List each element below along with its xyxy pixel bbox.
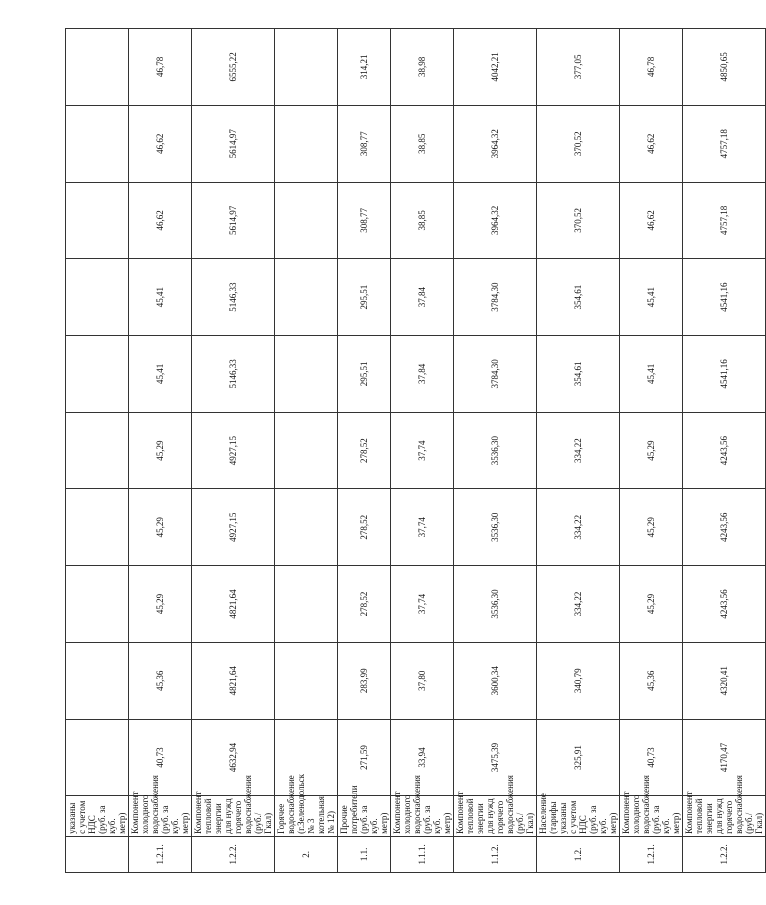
tariff-value: 46,78 [129, 29, 192, 106]
tariff-value: 4243,56 [683, 489, 766, 566]
tariff-value: 38,85 [391, 182, 454, 259]
tariff-value: 4320,41 [683, 642, 766, 719]
tariff-value [66, 105, 129, 182]
tariff-value: 340,79 [537, 642, 620, 719]
tariff-value [275, 182, 338, 259]
tariff-value: 46,78 [620, 29, 683, 106]
tariff-value: 45,29 [620, 489, 683, 566]
tariff-value [275, 489, 338, 566]
row-description: Компонент тепловой энергии для нужд горячего водоснабжения (руб./Гкал) [192, 796, 275, 837]
tariff-value: 334,22 [537, 566, 620, 643]
row-description: Население (тарифы указаны с учетом НДС (руб. за куб. метр) [537, 796, 620, 837]
row-number: 1.2.1. [620, 836, 683, 872]
tariff-value: 37,84 [391, 259, 454, 336]
tariff-value: 6555,22 [192, 29, 275, 106]
tariff-value: 3536,30 [454, 412, 537, 489]
tariff-value [275, 105, 338, 182]
row-description: Компонент холодного водоснабжения (руб. за куб. метр) [129, 796, 192, 837]
row-description: Компонент тепловой энергии для нужд горячего водоснабжения (руб./Гкал) [683, 796, 766, 837]
tariff-value: 3536,30 [454, 566, 537, 643]
table-row [129, 29, 192, 873]
table-row [683, 29, 766, 873]
tariff-value: 295,51 [338, 259, 391, 336]
table-row [620, 29, 683, 873]
tariff-value: 370,52 [537, 105, 620, 182]
tariff-value: 377,05 [537, 29, 620, 106]
table-row [391, 29, 454, 873]
row-description: Компонент холодного водоснабжения (руб. за куб. метр) [391, 796, 454, 837]
tariff-value: 308,77 [338, 105, 391, 182]
tariff-value: 295,51 [338, 335, 391, 412]
tariff-value: 3600,34 [454, 642, 537, 719]
table-row [192, 29, 275, 873]
tariff-value: 5614,97 [192, 105, 275, 182]
tariff-value [275, 642, 338, 719]
tariff-value [66, 642, 129, 719]
table-row [338, 29, 391, 873]
tariff-value: 46,62 [129, 182, 192, 259]
tariff-value: 4541,16 [683, 259, 766, 336]
tariff-value: 4927,15 [192, 489, 275, 566]
row-number: 1.2.2. [683, 836, 766, 872]
tariff-value: 45,29 [620, 412, 683, 489]
tariff-value: 278,52 [338, 566, 391, 643]
tariff-value: 45,41 [620, 259, 683, 336]
tariff-value: 4042,21 [454, 29, 537, 106]
tariff-value: 46,62 [620, 182, 683, 259]
tariff-value [275, 29, 338, 106]
tariff-value: 37,74 [391, 489, 454, 566]
tariff-value [66, 182, 129, 259]
tariff-value: 45,29 [129, 489, 192, 566]
tariff-value: 4821,64 [192, 566, 275, 643]
tariff-value [275, 719, 338, 796]
tariff-value [66, 489, 129, 566]
tariff-value: 45,41 [129, 335, 192, 412]
tariff-value: 3964,32 [454, 105, 537, 182]
rotated-table-page [65, 28, 764, 873]
tariff-value: 334,22 [537, 412, 620, 489]
tariff-value: 33,94 [391, 719, 454, 796]
tariff-value: 37,74 [391, 412, 454, 489]
table-row [275, 29, 338, 873]
tariff-value: 3536,30 [454, 489, 537, 566]
row-description: Компонент тепловой энергии для нужд горячего водоснабжения (руб./Гкал) [454, 796, 537, 837]
tariff-value: 45,36 [129, 642, 192, 719]
tariff-value [66, 719, 129, 796]
tariff-value: 37,80 [391, 642, 454, 719]
tariff-value [275, 412, 338, 489]
tariff-value [66, 412, 129, 489]
tariff-value [275, 259, 338, 336]
tariff-value: 314,21 [338, 29, 391, 106]
tariff-value [66, 29, 129, 106]
tariff-value: 271,59 [338, 719, 391, 796]
tariff-value: 40,73 [129, 719, 192, 796]
tariff-value: 308,77 [338, 182, 391, 259]
tariff-value: 4541,16 [683, 335, 766, 412]
tariff-value: 4821,64 [192, 642, 275, 719]
row-description: Компонент холодного водоснабжения (руб. за куб. метр) [620, 796, 683, 837]
tariff-value: 45,29 [129, 566, 192, 643]
tariff-value [275, 335, 338, 412]
tariff-value: 370,52 [537, 182, 620, 259]
tariff-value: 45,36 [620, 642, 683, 719]
row-number: 1.2.1. [129, 836, 192, 872]
tariff-value: 46,62 [129, 105, 192, 182]
tariff-value: 4170,47 [683, 719, 766, 796]
tariff-value: 4757,18 [683, 182, 766, 259]
tariff-value: 38,85 [391, 105, 454, 182]
tariff-value: 3475,39 [454, 719, 537, 796]
tariff-value: 354,61 [537, 259, 620, 336]
table-row [66, 29, 129, 873]
tariff-value: 3784,30 [454, 259, 537, 336]
tariff-value: 5614,97 [192, 182, 275, 259]
table-row [454, 29, 537, 873]
tariff-value [275, 566, 338, 643]
row-number: 1.2.2. [192, 836, 275, 872]
row-number: 1.2. [537, 836, 620, 872]
tariff-value [66, 259, 129, 336]
tariff-value: 45,41 [129, 259, 192, 336]
tariff-value: 325,91 [537, 719, 620, 796]
tariff-value [66, 566, 129, 643]
row-number: 1.1.1. [391, 836, 454, 872]
tariff-value: 5146,33 [192, 335, 275, 412]
tariff-value: 37,74 [391, 566, 454, 643]
tariff-value: 45,29 [129, 412, 192, 489]
row-number [66, 836, 129, 872]
row-number: 1.1. [338, 836, 391, 872]
tariff-value: 354,61 [537, 335, 620, 412]
tariff-value: 4632,94 [192, 719, 275, 796]
tariff-value: 46,62 [620, 105, 683, 182]
tariff-value: 38,98 [391, 29, 454, 106]
tariff-table [65, 28, 766, 873]
tariff-value: 3964,32 [454, 182, 537, 259]
tariff-value: 4927,15 [192, 412, 275, 489]
tariff-value [66, 335, 129, 412]
row-number: 1.1.2. [454, 836, 537, 872]
tariff-value: 45,29 [620, 566, 683, 643]
tariff-value: 4757,18 [683, 105, 766, 182]
row-description: Горячее водоснабжение (г.Зеленодольск № 3 котельная № 12) [275, 796, 338, 837]
row-description: указаны с учетом НДС (руб. за куб. метр) [66, 796, 129, 837]
tariff-value: 334,22 [537, 489, 620, 566]
tariff-value: 4850,65 [683, 29, 766, 106]
tariff-value: 37,84 [391, 335, 454, 412]
tariff-value: 5146,33 [192, 259, 275, 336]
row-description: Прочие потребители (руб. за куб. метр) [338, 796, 391, 837]
tariff-value: 283,99 [338, 642, 391, 719]
tariff-value: 278,52 [338, 412, 391, 489]
tariff-value: 45,41 [620, 335, 683, 412]
tariff-value: 278,52 [338, 489, 391, 566]
table-row [537, 29, 620, 873]
tariff-value: 40,73 [620, 719, 683, 796]
tariff-value: 3784,30 [454, 335, 537, 412]
row-number: 2. [275, 836, 338, 872]
tariff-value: 4243,56 [683, 566, 766, 643]
tariff-value: 4243,56 [683, 412, 766, 489]
